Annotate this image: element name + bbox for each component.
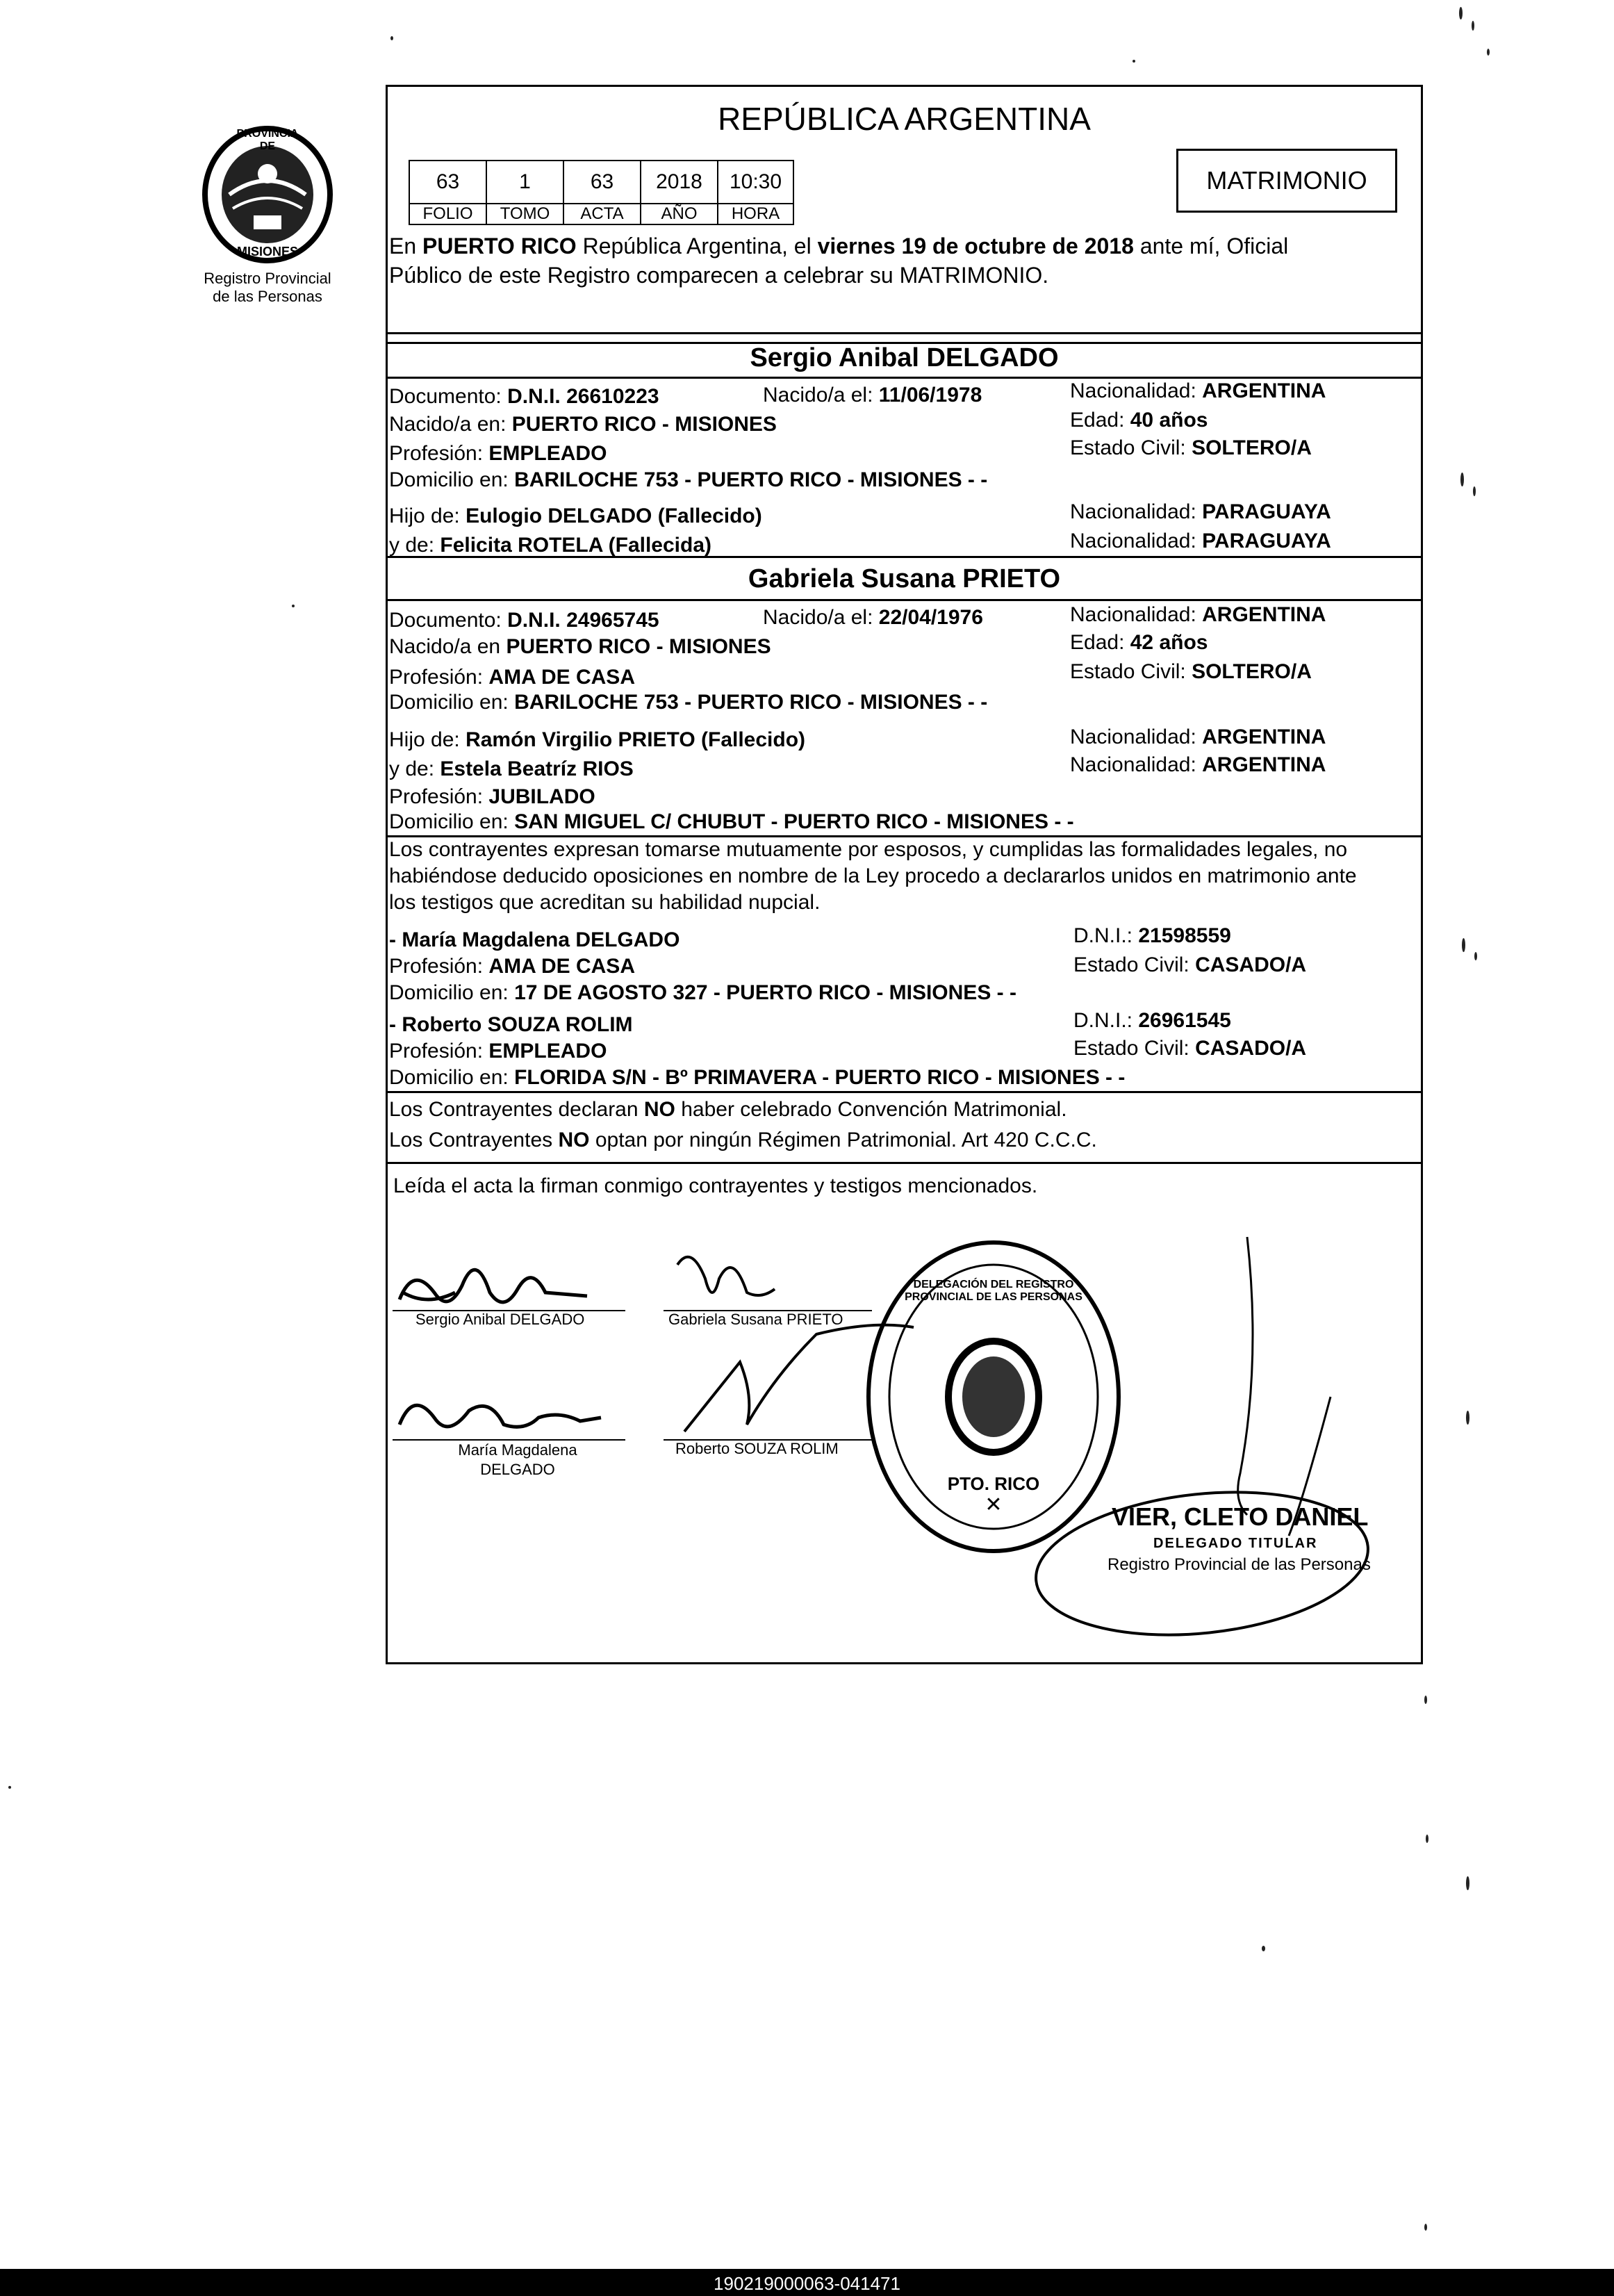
label: Nacionalidad: xyxy=(1070,530,1203,552)
stamp-place: PTO. RICO xyxy=(947,1473,1040,1494)
scan-speck xyxy=(1460,473,1464,486)
label: Nacionalidad: xyxy=(1070,379,1203,402)
value: 42 años xyxy=(1130,631,1208,654)
spouse2-mother xyxy=(389,759,634,780)
field-folio-value: 63 xyxy=(409,160,487,204)
field-acta-label: ACTA xyxy=(563,203,641,225)
label: D.N.I.: xyxy=(1073,924,1139,947)
spouse2-document xyxy=(389,610,659,631)
spouse1-civil-status xyxy=(1070,438,1312,459)
convention-line-1 xyxy=(389,1099,1067,1120)
label: Nacido/a en xyxy=(389,635,507,658)
spouse2-father-nationality xyxy=(1070,727,1326,748)
divider xyxy=(386,835,1423,837)
scan-speck xyxy=(1466,1411,1469,1425)
label: y de: xyxy=(389,534,440,557)
value: ARGENTINA xyxy=(1202,753,1326,776)
scan-speck xyxy=(1472,21,1474,31)
scan-speck xyxy=(1426,1835,1428,1843)
label: Estado Civil: xyxy=(1070,660,1192,683)
svg-text:✕: ✕ xyxy=(985,1493,1003,1517)
divider xyxy=(386,1162,1423,1164)
spouse1-profession xyxy=(389,443,607,464)
intro-city: PUERTO RICO xyxy=(422,233,577,259)
label: y de: xyxy=(389,757,440,780)
witness1-address xyxy=(389,983,1016,1003)
label: Estado Civil: xyxy=(1073,1037,1196,1060)
value: BARILOCHE 753 - PUERTO RICO - MISIONES - - xyxy=(514,691,988,714)
value: FLORIDA S/N - Bº PRIMAVERA - PUERTO RICO - MISIONES - - xyxy=(514,1066,1126,1089)
spouse1-age xyxy=(1070,410,1208,431)
spouse1-name: Sergio Anibal DELGADO xyxy=(750,343,1059,372)
witness1-civil-status xyxy=(1073,955,1306,976)
value: Felicita ROTELA (Fallecida) xyxy=(440,534,712,557)
divider xyxy=(386,599,1423,601)
label: Nacido/a el: xyxy=(763,384,879,407)
declaration-line-1: Los contrayentes expresan tomarse mutuamente por esposos, y cumplidas las formalidades legales, no xyxy=(389,838,1348,861)
label: Nacido/a en: xyxy=(389,413,512,436)
value: 26961545 xyxy=(1138,1009,1231,1032)
registration-fields xyxy=(409,160,794,225)
value: Eulogio DELGADO (Fallecido) xyxy=(466,505,762,527)
label: Hijo de: xyxy=(389,505,466,527)
field-acta-value: 63 xyxy=(563,160,641,204)
witness2-address xyxy=(389,1067,1125,1088)
scan-speck xyxy=(1424,2224,1427,2231)
closing-statement: Leída el acta la firman conmigo contrayentes y testigos mencionados. xyxy=(393,1174,1038,1197)
logo-seal-bottom-text: MISIONES xyxy=(236,245,298,259)
official-name: VIER, CLETO DANIEL xyxy=(1112,1502,1369,1531)
label: Profesión: xyxy=(389,666,489,689)
convention-line-2 xyxy=(389,1130,1097,1151)
field-tomo-label: TOMO xyxy=(486,203,564,225)
signature-label-witness2: Roberto SOUZA ROLIM xyxy=(675,1440,839,1457)
province-logo xyxy=(188,125,347,313)
value: CASADO/A xyxy=(1195,953,1307,976)
scan-speck xyxy=(1462,938,1465,952)
witness2-profession xyxy=(389,1041,607,1062)
label: Nacionalidad: xyxy=(1070,725,1203,748)
divider xyxy=(386,377,1423,379)
divider xyxy=(386,1091,1423,1093)
scan-speck xyxy=(1424,1696,1427,1704)
text-emphasis: NO xyxy=(558,1129,590,1151)
text-emphasis: NO xyxy=(643,1098,675,1121)
label: Hijo de: xyxy=(389,728,466,751)
logo-caption-2: de las Personas xyxy=(213,288,322,305)
witness2-name: - Roberto SOUZA ROLIM xyxy=(389,1013,633,1036)
field-hora-value: 10:30 xyxy=(717,160,794,204)
witness1-name: - María Magdalena DELGADO xyxy=(389,928,680,951)
footer-id: 190219000063-041471 xyxy=(714,2273,900,2294)
spouse1-born-on xyxy=(763,385,982,406)
scan-speck xyxy=(1262,1946,1265,1951)
spouse1-address xyxy=(389,470,987,491)
divider xyxy=(386,556,1423,558)
label: Estado Civil: xyxy=(1073,953,1196,976)
field-folio-label: FOLIO xyxy=(409,203,487,225)
text: optan por ningún Régimen Patrimonial. Art 420 C.C.C. xyxy=(589,1129,1097,1151)
value: SAN MIGUEL C/ CHUBUT - PUERTO RICO - MISIONES - - xyxy=(514,810,1074,833)
value: SOLTERO/A xyxy=(1192,436,1312,459)
label: Documento: xyxy=(389,609,508,632)
label: Domicilio en: xyxy=(389,981,515,1004)
intro-line-2: Público de este Registro comparecen a celebrar su MATRIMONIO. xyxy=(389,263,1049,288)
value: PUERTO RICO - MISIONES xyxy=(506,635,771,658)
country-title: REPÚBLICA ARGENTINA xyxy=(718,101,1091,137)
intro-line-1 xyxy=(389,235,1288,257)
witness1-dni xyxy=(1073,926,1231,946)
label: Domicilio en: xyxy=(389,810,515,833)
divider xyxy=(386,332,1423,334)
spouse2-civil-status xyxy=(1070,662,1312,682)
value: D.N.I. 26610223 xyxy=(507,385,659,408)
signature-label-witness1-line2: DELGADO xyxy=(480,1461,555,1478)
label: Documento: xyxy=(389,385,508,408)
value: ARGENTINA xyxy=(1202,379,1326,402)
value: 11/06/1978 xyxy=(878,384,982,407)
text: Los Contrayentes xyxy=(389,1129,559,1151)
label: Nacido/a el: xyxy=(763,606,879,629)
spouse1-document xyxy=(389,386,659,407)
value: 40 años xyxy=(1130,409,1208,432)
field-tomo-value: 1 xyxy=(486,160,564,204)
scan-speck xyxy=(1487,49,1490,56)
label: Profesión: xyxy=(389,1040,489,1063)
spouse1-father-nationality xyxy=(1070,502,1331,523)
value: PARAGUAYA xyxy=(1202,500,1331,523)
official-block xyxy=(1028,1480,1390,1654)
spouse1-born-in xyxy=(389,414,777,435)
spouse2-name: Gabriela Susana PRIETO xyxy=(748,564,1061,593)
value: ARGENTINA xyxy=(1202,725,1326,748)
act-type-label: MATRIMONIO xyxy=(1206,166,1367,195)
label: Edad: xyxy=(1070,409,1130,432)
field-ano-label: AÑO xyxy=(640,203,718,225)
signature-label-witness1-line1: María Magdalena xyxy=(458,1441,577,1459)
signature-label-spouse1: Sergio Anibal DELGADO xyxy=(415,1311,585,1328)
spouse1-mother-nationality xyxy=(1070,531,1331,552)
stamp-text: DELEGACIÓN DEL REGISTRO PROVINCIAL DE LAS PERSONAS xyxy=(905,1279,1082,1303)
value: 21598559 xyxy=(1138,924,1231,947)
scan-speck xyxy=(1473,486,1476,496)
official-title: DELEGADO TITULAR xyxy=(1153,1536,1318,1551)
value: PUERTO RICO - MISIONES xyxy=(511,413,777,436)
value: D.N.I. 24965745 xyxy=(507,609,659,632)
label: Domicilio en: xyxy=(389,691,515,714)
spouse2-mother-address xyxy=(389,812,1074,833)
label: Nacionalidad: xyxy=(1070,603,1203,626)
spouse2-born-on xyxy=(763,607,983,628)
logo-caption-1: Registro Provincial xyxy=(204,270,331,287)
spouse2-born-in xyxy=(389,637,771,657)
spouse1-nationality xyxy=(1070,381,1326,402)
value: SOLTERO/A xyxy=(1192,660,1312,683)
intro-text: República Argentina, el xyxy=(576,233,818,259)
field-hora-label: HORA xyxy=(717,203,794,225)
logo-seal-top-text: PROVINCIA DE xyxy=(236,128,299,152)
label: Edad: xyxy=(1070,631,1130,654)
value: Ramón Virgilio PRIETO (Fallecido) xyxy=(466,728,806,751)
official-office: Registro Provincial de las Personas xyxy=(1107,1555,1371,1574)
scan-speck xyxy=(1466,1876,1469,1890)
value: JUBILADO xyxy=(488,785,595,808)
label: Domicilio en: xyxy=(389,468,515,491)
intro-text: En xyxy=(389,233,423,259)
label: D.N.I.: xyxy=(1073,1009,1139,1032)
spouse2-nationality xyxy=(1070,605,1326,625)
label: Profesión: xyxy=(389,955,489,978)
scan-speck xyxy=(1133,60,1135,63)
declaration-line-2: habiéndose deducido oposiciones en nombre de la Ley procedo a declararlos unidos en matrimonio ante xyxy=(389,864,1357,887)
label: Profesión: xyxy=(389,442,489,465)
witness1-profession xyxy=(389,956,635,977)
intro-date: viernes 19 de octubre de 2018 xyxy=(817,233,1134,259)
text: Los Contrayentes declaran xyxy=(389,1098,644,1121)
value: Estela Beatríz RIOS xyxy=(440,757,634,780)
scan-speck xyxy=(1459,7,1463,19)
value: 22/04/1976 xyxy=(878,606,983,629)
label: Profesión: xyxy=(389,785,489,808)
value: AMA DE CASA xyxy=(488,955,635,978)
spouse2-age xyxy=(1070,632,1208,653)
intro-text: ante mí, Oficial xyxy=(1133,233,1289,259)
label: Domicilio en: xyxy=(389,1066,515,1089)
scan-speck xyxy=(1474,952,1477,960)
value: 17 DE AGOSTO 327 - PUERTO RICO - MISIONES - - xyxy=(514,981,1016,1004)
scan-speck xyxy=(8,1786,11,1789)
label: Nacionalidad: xyxy=(1070,500,1203,523)
field-ano-value: 2018 xyxy=(640,160,718,204)
spouse2-profession xyxy=(389,667,635,688)
spouse2-address xyxy=(389,692,987,713)
footer-bar xyxy=(0,2269,1614,2296)
witness2-civil-status xyxy=(1073,1038,1306,1059)
spouse2-father xyxy=(389,730,805,751)
scan-speck xyxy=(292,605,295,607)
scan-speck xyxy=(390,36,393,40)
value: ARGENTINA xyxy=(1202,603,1326,626)
witness2-dni xyxy=(1073,1010,1231,1031)
spouse2-mother-nationality xyxy=(1070,755,1326,776)
text: haber celebrado Convención Matrimonial. xyxy=(675,1098,1067,1121)
label: Nacionalidad: xyxy=(1070,753,1203,776)
label: Estado Civil: xyxy=(1070,436,1192,459)
declaration-line-3: los testigos que acreditan su habilidad nupcial. xyxy=(389,891,821,914)
value: BARILOCHE 753 - PUERTO RICO - MISIONES - - xyxy=(514,468,988,491)
value: CASADO/A xyxy=(1195,1037,1307,1060)
value: EMPLEADO xyxy=(488,442,607,465)
value: PARAGUAYA xyxy=(1202,530,1331,552)
signature-label-spouse2: Gabriela Susana PRIETO xyxy=(668,1311,843,1328)
value: AMA DE CASA xyxy=(488,666,635,689)
value: EMPLEADO xyxy=(488,1040,607,1063)
act-type-box xyxy=(1176,149,1397,213)
spouse1-mother xyxy=(389,535,711,556)
spouse1-father xyxy=(389,506,762,527)
spouse2-mother-profession xyxy=(389,787,595,807)
